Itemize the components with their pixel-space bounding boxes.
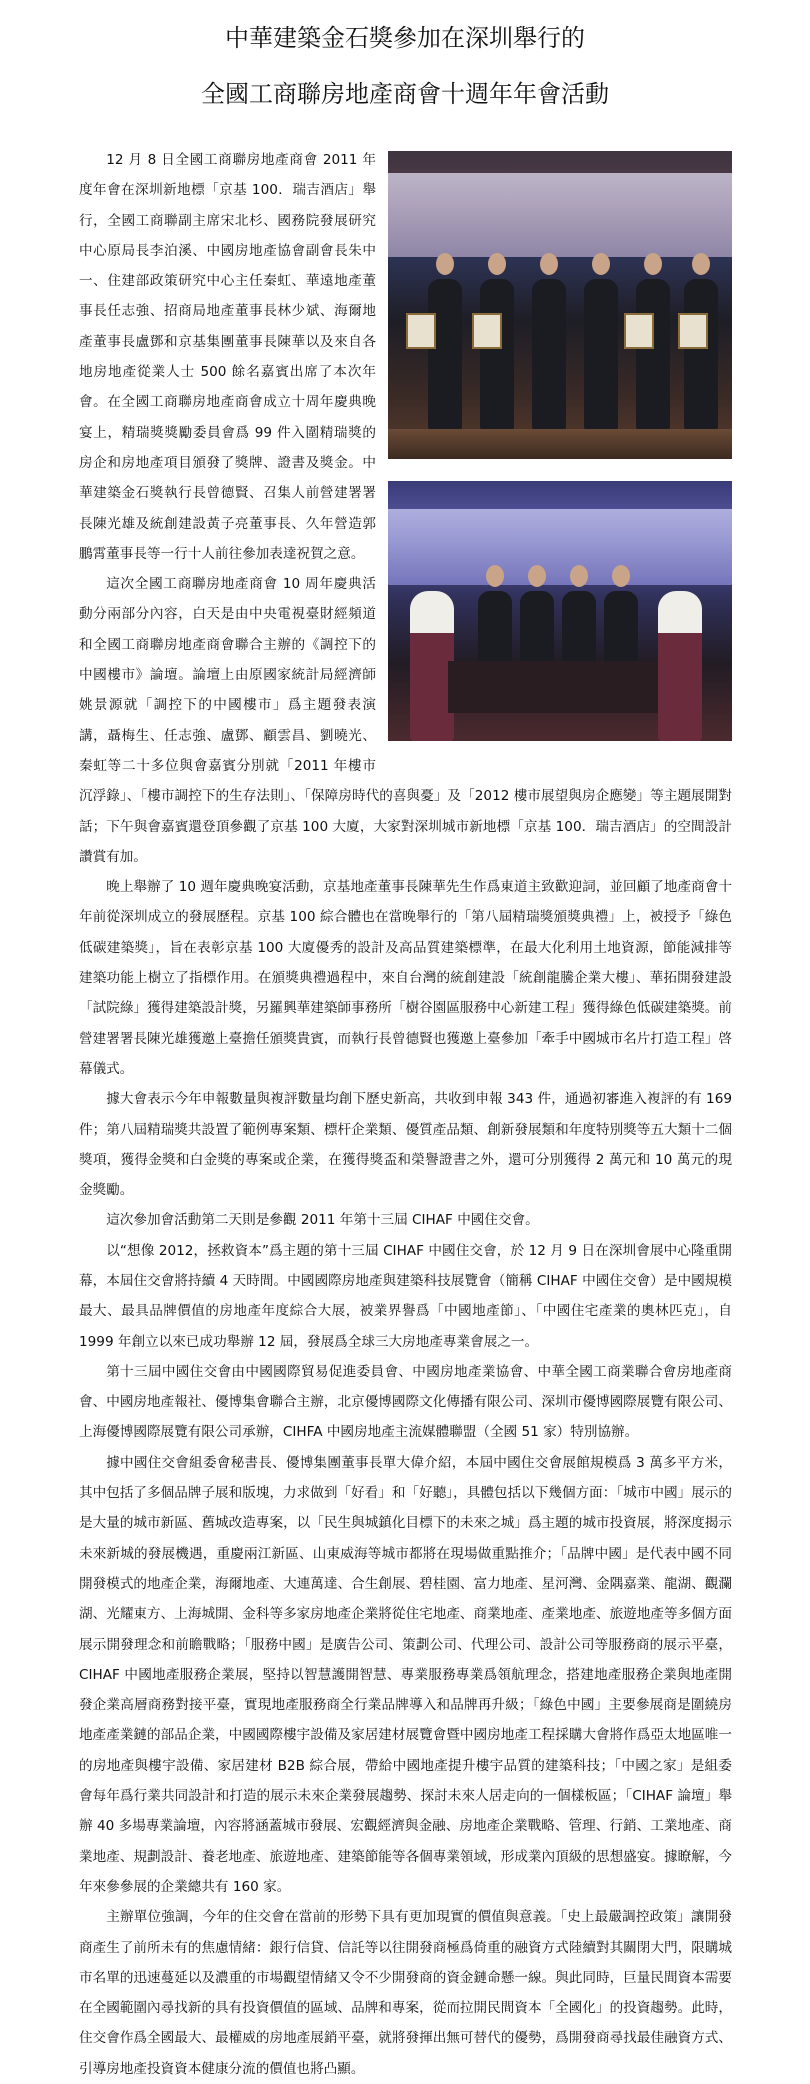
certificate xyxy=(472,313,502,349)
certificate xyxy=(624,313,654,349)
certificate xyxy=(406,313,436,349)
award-ceremony-photo xyxy=(388,151,732,459)
paragraph: 12 月 8 日全國工商聯房地產商會 2011 年度年會在深圳新地標「京基 100．瑞吉酒店」舉行，全國工商聯副主席宋北杉、國務院發展研究中心原局長李泊溪、中國房地產協會副會長朱中一、住建部政策研究中心主任秦虹、華遠地產董事長任志強、招商局地產董事長林少斌、海爾地產董事長盧鄧和京基集團董事長陳華以及來自各地房地產從業人士 500 餘名嘉賓出席了本次年會。在全國工商聯房地產商會成立十周年慶典晚宴上，精瑞獎獎勵委員會爲 99 件入圍精瑞獎的房企和房地產項目頒發了獎牌、證書及獎金。中華建築金石獎執行長曾德賢、召集人前營建署署長陳光雄及統創建設黃子亮董事長、久年營造郭鵬霄董事長等一行十人前往參加表達祝賀之意。 xyxy=(79,152,376,562)
article-body xyxy=(79,145,732,2084)
certificate xyxy=(678,313,708,349)
paragraph: 以“想像 2012，拯救資本”爲主題的第十三屆 CIHAF 中國住交會，於 12 月 9 日在深圳會展中心隆重開幕，本屆住交會將持續 4 天時間。中國國際房地產與建築科技展覽會（簡稱 CIHAF 中國住交會）是中國規模最大、最具品牌價值的房地產年度綜合大展，被業界譽爲「中國地產節」、「中國住宅產業的奧林匹克」，自 1999 年創立以來已成功舉辦 12 屆，發展爲全球三大房地產專業會展之一。 xyxy=(79,1242,732,1350)
paragraph: 這次全國工商聯房地產商會 10 周年慶典活動分兩部分內容，白天是由中央電視臺財經頻道和全國工商聯房地產商會聯合主辦的《調控下的中國樓市》論壇。論壇上由原國家統計局經濟師姚景源就「調控下的中國樓市」爲主題發表演講，聶梅生、任志強、盧鄧、顧雲昌、劉曉光、秦虹等二十多位與會嘉賓分別就「2011 年樓市沉浮錄」、「樓市調控下的生存法則」、「保障房時代的喜與憂」及「2012 樓市展望與房企應變」等主題展開對話；下午與會嘉賓還登頂參觀了京基 100 大廈，大家對深圳城市新地標「京基 100．瑞吉酒店」的空間設計讚賞有加。 xyxy=(79,576,732,865)
ceremony-table xyxy=(448,661,662,713)
guest-figure xyxy=(684,279,718,429)
paragraph: 第十三屆中國住交會由中國國際貿易促進委員會、中國房地產業協會、中華全國工商業聯合會房地產商會、中國房地產報社、優博集會聯合主辦，北京優博國際文化傳播有限公司、深圳市優博國際展覽有限公司、上海優博國際展覽有限公司承辦，CIHFA 中國房地產主流媒體聯盟（全國 51 家）特別協辦。 xyxy=(79,1363,732,1441)
paragraph: 據中國住交會組委會秘書長、優博集團董事長單大偉介紹，本屆中國住交會展館規模爲 3 萬多平方米，其中包括了多個品牌子展和版塊，力求做到「好看」和「好聽」，具體包括以下幾個方面：「城市中國」展示的是大量的城市新區、舊城改造專案，以「民生與城鎮化目標下的未來之城」爲主題的城市投資展，將深度揭示未來新城的發展機遇，重慶兩江新區、山東威海等城市都將在現場做重點推介；「品牌中國」是代表中國不同開發模式的地產企業，海爾地產、大連萬達、合生創展、碧桂園、富力地產、星河灣、金隅嘉業、龍湖、觀瀾湖、光耀東方、上海城開、金科等多家房地產企業將從住宅地產、商業地產、產業地產、旅遊地產等多個方面展示開發理念和前瞻戰略；「服務中國」是廣告公司、策劃公司、代理公司、設計公司等服務商的展示平臺，CIHAF 中國地產服務企業展，堅持以智慧護開智慧、專業服務專業爲領航理念，搭建地產服務企業與地產開發企業高層商務對接平臺，實現地產服務商全行業品牌導入和品牌再升級；「綠色中國」主要參展商是圍繞房地產產業鏈的部品企業，中國國際樓宇設備及家居建材展覽會暨中國房地產工程採購大會將作爲亞太地區唯一的房地產與樓宇設備、家居建材 B2B 綜合展，帶給中國地產提升樓宇品質的建築科技；「中國之家」是組委會每年爲行業共同設計和打造的展示未來企業發展趨勢、探討未來人居走向的一個樣板區；「CIHAF 論壇」舉辦 40 多場專業論壇，內容將涵蓋城市發展、宏觀經濟與金融、房地產企業戰略、管理、行銷、工業地產、商業地產、規劃設計、養老地產、旅遊地產、建築節能等各個專業領域，形成業內頂級的思想盛宴。據瞭解，今年來參參展的企業總共有 160 家。 xyxy=(79,1454,732,1895)
guest-figure xyxy=(480,279,514,429)
guest-figure xyxy=(532,279,566,429)
hostess-figure xyxy=(658,591,702,741)
stage-banner xyxy=(388,173,732,257)
paragraph: 據大會表示今年申報數量與複評數量均創下歷史新高，共收到申報 343 件，通過初審進入複評的有 169 件；第八屆精瑞獎共設置了範例專案類、標杆企業類、優質產品類、創新發展類和年度特別獎等五大類十二個獎項，獲得金獎和白金獎的專案或企業，在獲得獎盃和榮譽證書之外，還可分別獲得 2 萬元和 10 萬元的現金獎勵。 xyxy=(79,1091,732,1199)
guest-figure xyxy=(584,279,618,429)
opening-ceremony-photo xyxy=(388,481,732,741)
article-title-line-2: 全國工商聯房地產商會十週年年會活動 xyxy=(201,80,609,108)
paragraph: 這次參加會活動第二天則是參觀 2011 年第十三屆 CIHAF 中國住交會。 xyxy=(106,1212,539,1229)
guest-figure xyxy=(428,279,462,429)
paragraph: 主辦單位強調，今年的住交會在當前的形勢下具有更加現實的價值與意義。「史上最嚴調控政策」讓開發商產生了前所未有的焦慮情緒：銀行信貸、信託等以往開發商極爲倚重的融資方式陸續對其關閉大門，限購城市名單的迅速蔓延以及濃重的市場觀望情緒又令不少開發商的資金鏈命懸一線。與此同時，巨量民間資本需要在全國範圍內尋找新的具有投資價值的區域、品牌和專案，從而拉開民間資本「全國化」的投資趨勢。此時，住交會作爲全國最大、最權威的房地產展銷平臺，就將發揮出無可替代的優勢，爲開發商尋找最佳融資方式、引導房地產投資資本健康分流的價值也將凸顯。 xyxy=(79,1909,732,2077)
guest-figure xyxy=(636,279,670,429)
stage-floor xyxy=(388,429,732,459)
paragraph: 晚上舉辦了 10 週年慶典晚宴活動，京基地產董事長陳華先生作爲東道主致歡迎詞，並回顧了地產商會十年前從深圳成立的發展歷程。京基 100 綜合體也在當晚舉行的「第八屆精瑞獎頒獎典禮」上，被授予「綠色低碳建築獎」，旨在表彰京基 100 大廈優秀的設計及高品質建築標準，在最大化利用土地資源，節能減排等建築功能上樹立了指標作用。在頒獎典禮過程中，來自台灣的統創建設「統創龍騰企業大樓」、華拓開發建設「試院綠」獲得建築設計獎，另羅興華建築師事務所「樹谷園區服務中心新建工程」獲得綠色低碳建築獎。前營建署署長陳光雄獲邀上臺擔任頒獎貴賓，而執行長曾德賢也獲邀上臺參加「牽手中國城市名片打造工程」啓幕儀式。 xyxy=(79,879,732,1077)
article-title-line-1: 中華建築金石獎參加在深圳舉行的 xyxy=(225,24,585,52)
stage-banner xyxy=(388,509,732,585)
